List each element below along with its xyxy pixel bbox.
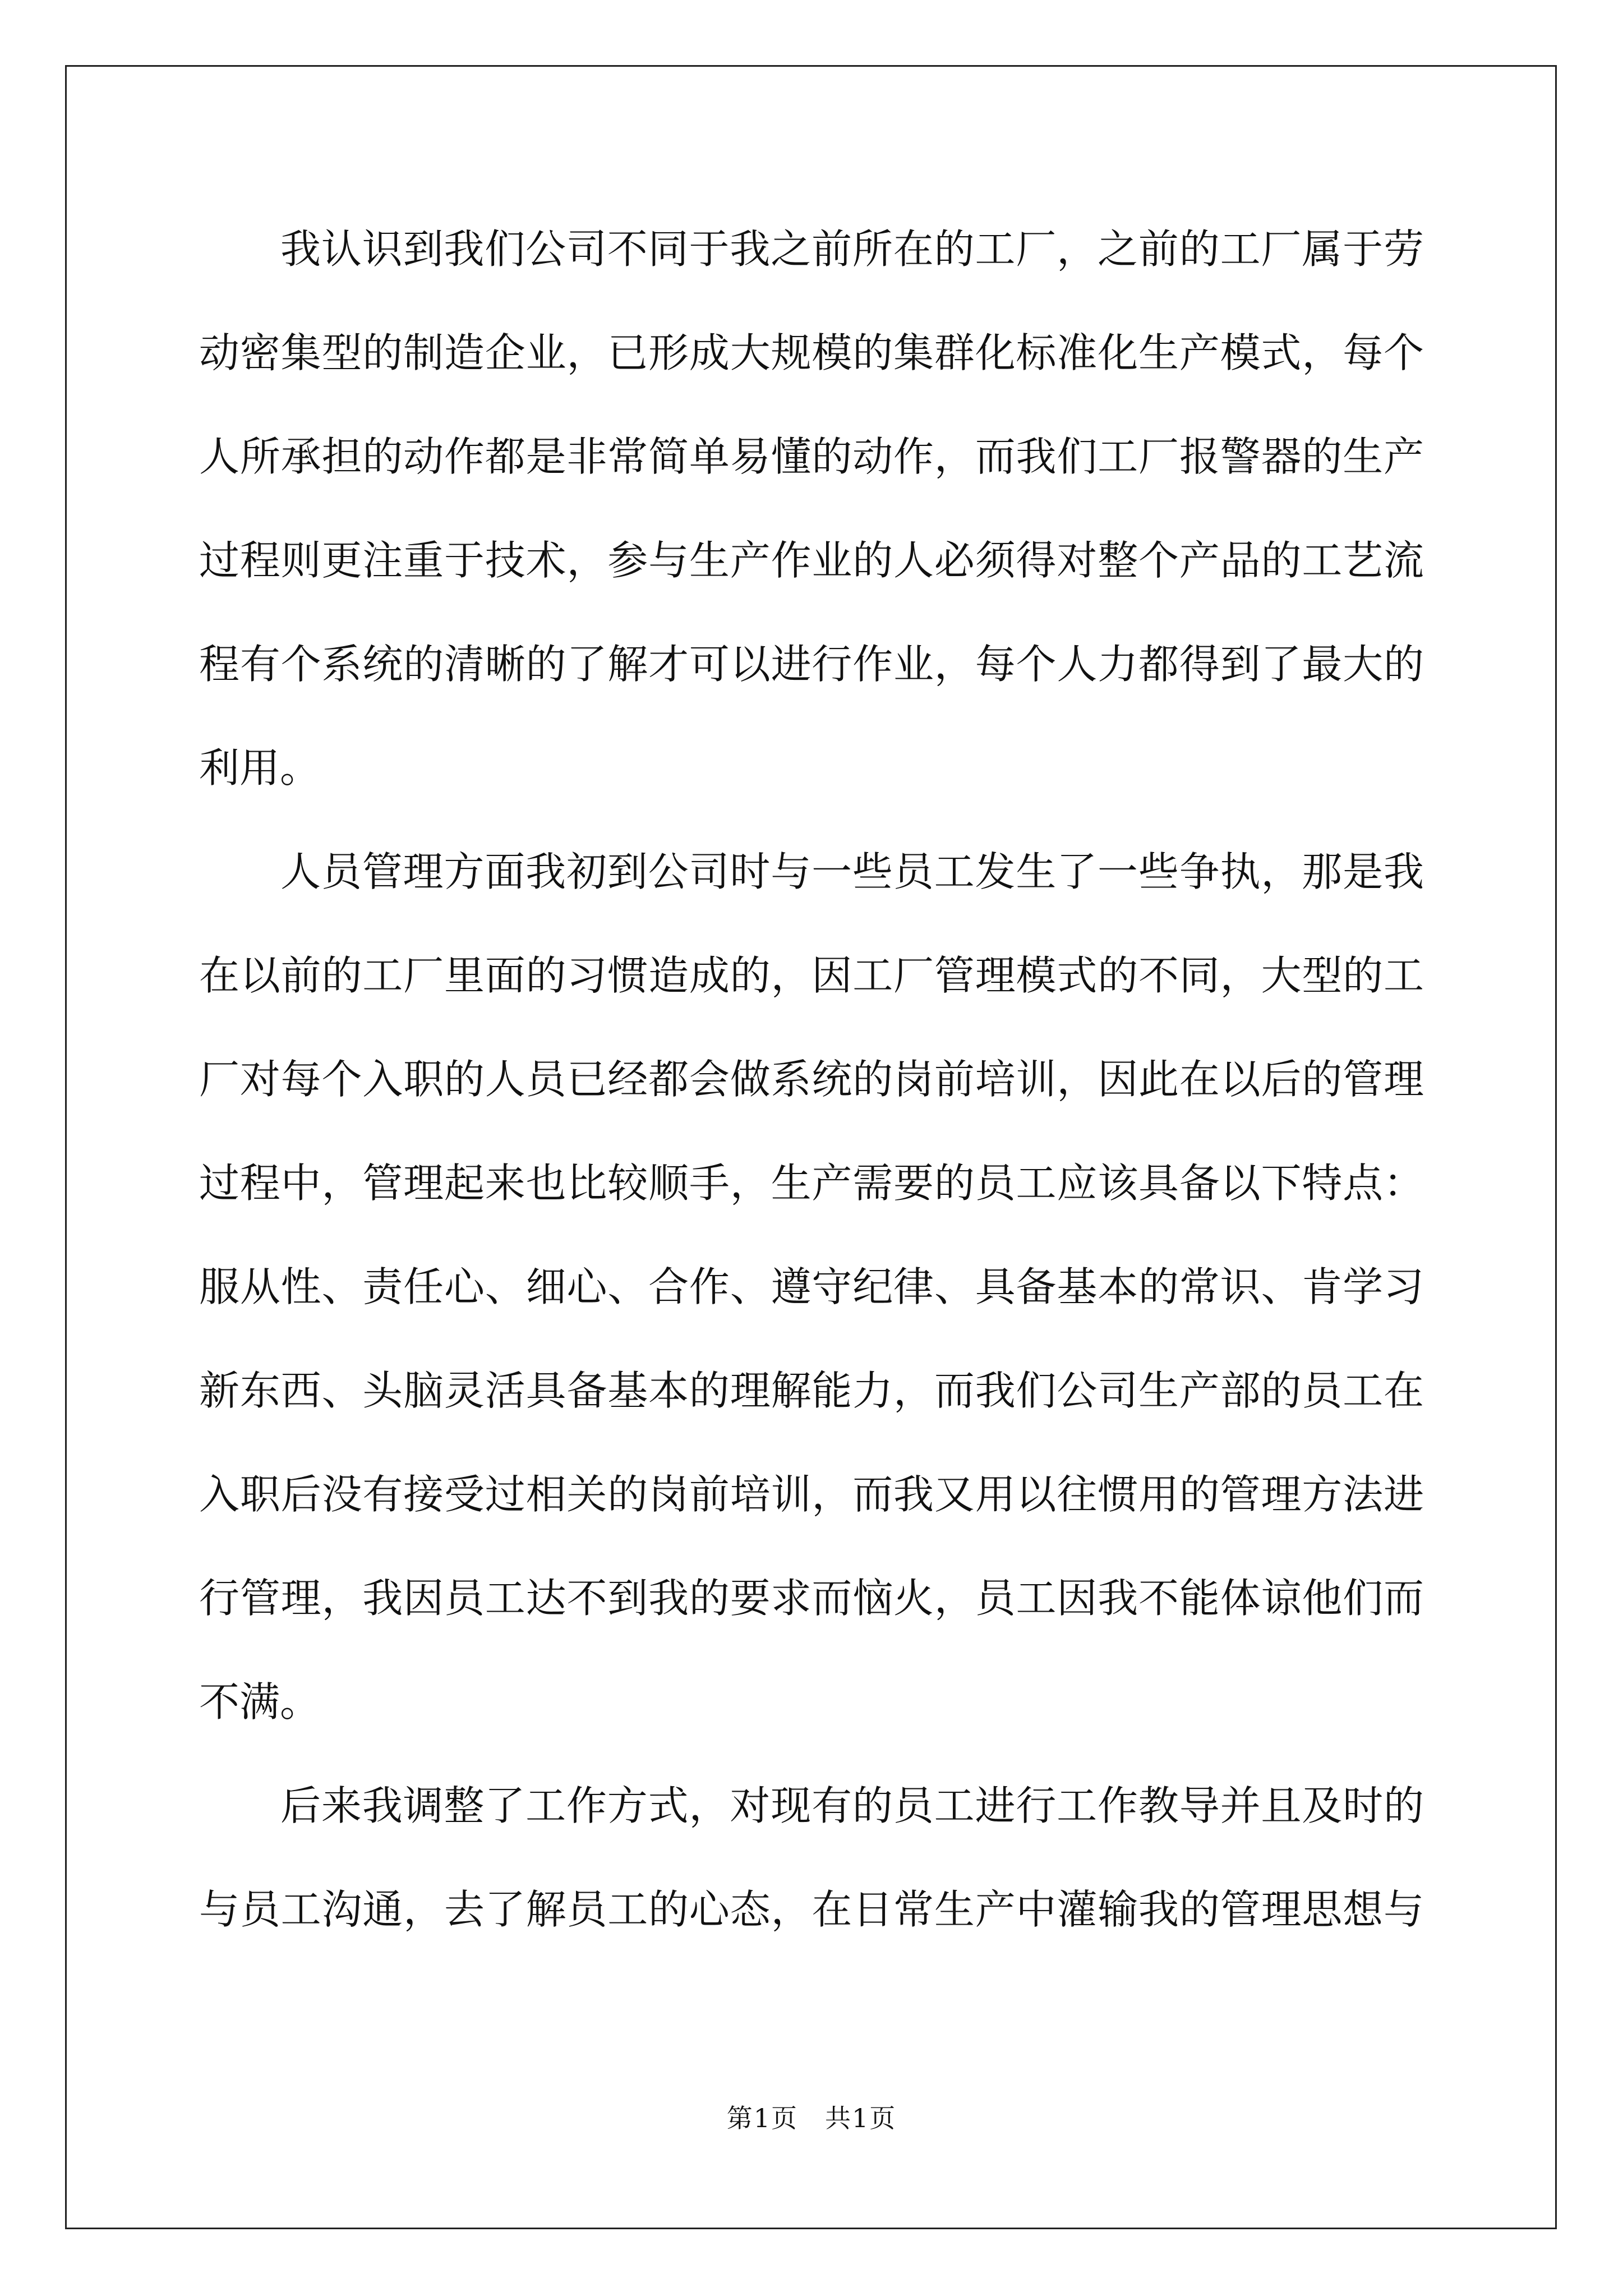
line-text: 我认识到我们公司不同于我之前所在的工厂，之前的工厂属于劳 bbox=[280, 226, 1424, 273]
paragraph-line bbox=[0, 1443, 1623, 1547]
line-text: 服从性、责任心、细心、合作、遵守纪律、具备基本的常识、肯学习 bbox=[199, 1263, 1424, 1310]
paragraph-line bbox=[0, 1858, 1623, 1962]
paragraph-line bbox=[0, 1235, 1623, 1339]
paragraph-line bbox=[0, 197, 1623, 301]
line-text: 人所承担的动作都是非常简单易懂的动作，而我们工厂报警器的生产 bbox=[199, 433, 1424, 480]
line-text: 在以前的工厂里面的习惯造成的，因工厂管理模式的不同，大型的工 bbox=[199, 952, 1424, 999]
line-text: 人员管理方面我初到公司时与一些员工发生了一些争执，那是我 bbox=[280, 848, 1424, 895]
paragraph-line bbox=[0, 1028, 1623, 1131]
paragraph-line bbox=[0, 1131, 1623, 1235]
line-text: 新东西、头脑灵活具备基本的理解能力，而我们公司生产部的员工在 bbox=[199, 1367, 1424, 1414]
line-text: 利用。 bbox=[199, 744, 321, 792]
paragraph-line bbox=[0, 1754, 1623, 1858]
line-text: 过程则更注重于技术，参与生产作业的人必须得对整个产品的工艺流 bbox=[199, 537, 1424, 584]
paragraph-line bbox=[0, 301, 1623, 405]
paragraph-line bbox=[0, 820, 1623, 924]
line-text: 后来我调整了工作方式，对现有的员工进行工作教导并且及时的 bbox=[280, 1782, 1424, 1829]
page-number: 第1页 共1页 bbox=[726, 2103, 897, 2133]
line-text: 与员工沟通，去了解员工的心态，在日常生产中灌输我的管理思想与 bbox=[199, 1886, 1424, 1933]
paragraph-line bbox=[0, 405, 1623, 509]
line-text: 入职后没有接受过相关的岗前培训，而我又用以往惯用的管理方法进 bbox=[199, 1471, 1424, 1518]
paragraph-line bbox=[0, 924, 1623, 1028]
line-text: 厂对每个入职的人员已经都会做系统的岗前培训，因此在以后的管理 bbox=[199, 1056, 1424, 1103]
paragraph-line bbox=[0, 1650, 1623, 1754]
line-text: 不满。 bbox=[199, 1678, 321, 1726]
line-text: 动密集型的制造企业，已形成大规模的集群化标准化生产模式，每个 bbox=[199, 329, 1424, 376]
line-text: 程有个系统的清晰的了解才可以进行作业，每个人力都得到了最大的 bbox=[199, 641, 1424, 688]
paragraph-line bbox=[0, 1547, 1623, 1650]
line-text: 过程中，管理起来也比较顺手，生产需要的员工应该具备以下特点： bbox=[199, 1159, 1424, 1207]
paragraph-line bbox=[0, 613, 1623, 716]
paragraph-line bbox=[0, 509, 1623, 613]
paragraph-line bbox=[0, 1339, 1623, 1443]
paragraph-line bbox=[0, 716, 1623, 820]
line-text: 行管理，我因员工达不到我的要求而恼火，员工因我不能体谅他们而 bbox=[199, 1575, 1424, 1622]
